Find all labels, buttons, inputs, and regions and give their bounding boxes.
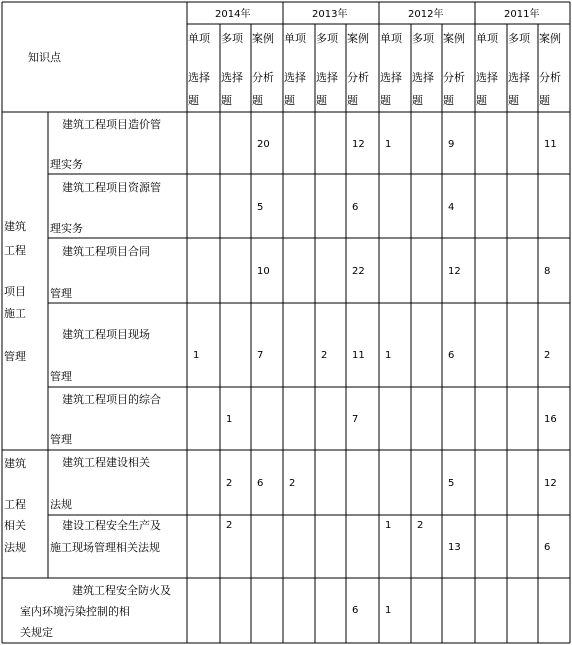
column-header: 选择 <box>380 71 402 84</box>
table-cell-value: 6 <box>257 478 264 489</box>
column-header: 单项 <box>188 32 210 45</box>
table-cell-value: 22 <box>352 266 365 277</box>
column-header: 题 <box>316 94 327 107</box>
table-cell-value: 1 <box>193 350 200 361</box>
topic-label: 建筑工程安全防火及 <box>72 584 171 597</box>
table-cell-value: 12 <box>448 266 461 277</box>
topic-label: 建筑工程项目合同 <box>62 245 150 258</box>
column-header: 题 <box>380 94 391 107</box>
column-header: 多项 <box>221 32 243 45</box>
table-cell-value: 13 <box>448 542 461 553</box>
table-cell-value: 11 <box>352 350 365 361</box>
table-cell-value: 1 <box>385 139 392 150</box>
column-header: 题 <box>539 94 550 107</box>
category-label: 法规 <box>4 541 26 554</box>
table-cell-value: 2 <box>417 520 424 531</box>
topic-label: 法规 <box>50 498 72 511</box>
year-header: 2011年 <box>504 9 540 20</box>
topic-label: 建筑工程建设相关 <box>62 456 150 469</box>
column-header: 分析 <box>443 71 465 84</box>
topic-label: 管理 <box>50 287 72 300</box>
table-cell-value: 9 <box>448 139 455 150</box>
table-cell-value: 1 <box>226 414 233 425</box>
column-header: 题 <box>347 94 358 107</box>
category-label: 工程 <box>4 498 26 511</box>
topic-label: 管理 <box>50 370 72 383</box>
table-cell-value: 4 <box>448 202 455 213</box>
topic-label: 室内环境污染控制的相 <box>20 605 130 618</box>
column-header: 案例 <box>443 32 465 45</box>
column-header: 案例 <box>252 32 274 45</box>
table-cell-value: 10 <box>257 266 270 277</box>
topic-label: 施工现场管理相关法规 <box>50 541 160 554</box>
column-header: 分析 <box>252 71 274 84</box>
topic-label: 建设工程安全生产及 <box>62 519 161 532</box>
column-header: 选择 <box>316 71 338 84</box>
category-label: 工程 <box>4 244 26 257</box>
column-header: 题 <box>508 94 519 107</box>
column-header: 选择 <box>508 71 530 84</box>
column-header: 分析 <box>539 71 561 84</box>
category-label: 相关 <box>4 519 26 532</box>
table-cell-value: 7 <box>352 414 359 425</box>
category-label: 管理 <box>4 350 26 363</box>
column-header: 单项 <box>284 32 306 45</box>
column-header: 题 <box>443 94 454 107</box>
topic-label: 建筑工程项目造价管 <box>62 118 161 131</box>
column-header: 题 <box>221 94 232 107</box>
table-cell-value: 8 <box>544 266 551 277</box>
column-header: 多项 <box>508 32 530 45</box>
column-header: 案例 <box>539 32 561 45</box>
topic-label: 理实务 <box>50 158 83 171</box>
table-cell-value: 2 <box>226 520 233 531</box>
topic-label: 理实务 <box>50 222 83 235</box>
column-header: 题 <box>188 94 199 107</box>
table-cell-value: 11 <box>544 139 557 150</box>
table-cell-value: 5 <box>257 202 264 213</box>
table-cell-value: 1 <box>385 520 392 531</box>
table-cell-value: 1 <box>385 350 392 361</box>
table-cell-value: 5 <box>448 478 455 489</box>
table-cell-value: 6 <box>352 605 359 616</box>
table-cell-value: 2 <box>321 350 328 361</box>
table-cell-value: 6 <box>352 202 359 213</box>
table-cell-value: 12 <box>352 139 365 150</box>
topic-label: 建筑工程项目资源管 <box>62 181 161 194</box>
column-header: 多项 <box>412 32 434 45</box>
category-label: 建筑 <box>4 220 26 233</box>
column-header: 多项 <box>316 32 338 45</box>
column-header: 题 <box>284 94 295 107</box>
table-cell-value: 1 <box>385 605 392 616</box>
table-cell-value: 2 <box>289 478 296 489</box>
column-header: 分析 <box>347 71 369 84</box>
knowledge-point-header: 知识点 <box>28 51 61 64</box>
category-label: 建筑 <box>4 457 26 470</box>
column-header: 单项 <box>476 32 498 45</box>
table-cell-value: 16 <box>544 414 557 425</box>
category-label: 施工 <box>4 307 26 320</box>
topic-label: 建筑工程项目现场 <box>62 328 150 341</box>
column-header: 选择 <box>188 71 210 84</box>
category-label: 项目 <box>4 285 26 298</box>
table-cell-value: 7 <box>257 350 264 361</box>
column-header: 案例 <box>347 32 369 45</box>
topic-label: 关规定 <box>20 626 53 639</box>
table-cell-value: 2 <box>226 478 233 489</box>
column-header: 题 <box>476 94 487 107</box>
column-header: 题 <box>412 94 423 107</box>
year-header: 2014年 <box>215 9 251 20</box>
table-cell-value: 20 <box>257 139 270 150</box>
topic-label: 管理 <box>50 433 72 446</box>
column-header: 选择 <box>412 71 434 84</box>
year-header: 2013年 <box>312 9 348 20</box>
year-header: 2012年 <box>408 9 444 20</box>
table-cell-value: 2 <box>544 350 551 361</box>
column-header: 单项 <box>380 32 402 45</box>
column-header: 选择 <box>221 71 243 84</box>
table-cell-value: 6 <box>448 350 455 361</box>
topic-label: 建筑工程项目的综合 <box>62 393 161 406</box>
table-cell-value: 6 <box>544 542 551 553</box>
column-header: 选择 <box>476 71 498 84</box>
table-cell-value: 12 <box>544 478 557 489</box>
column-header: 选择 <box>284 71 306 84</box>
column-header: 题 <box>252 94 263 107</box>
